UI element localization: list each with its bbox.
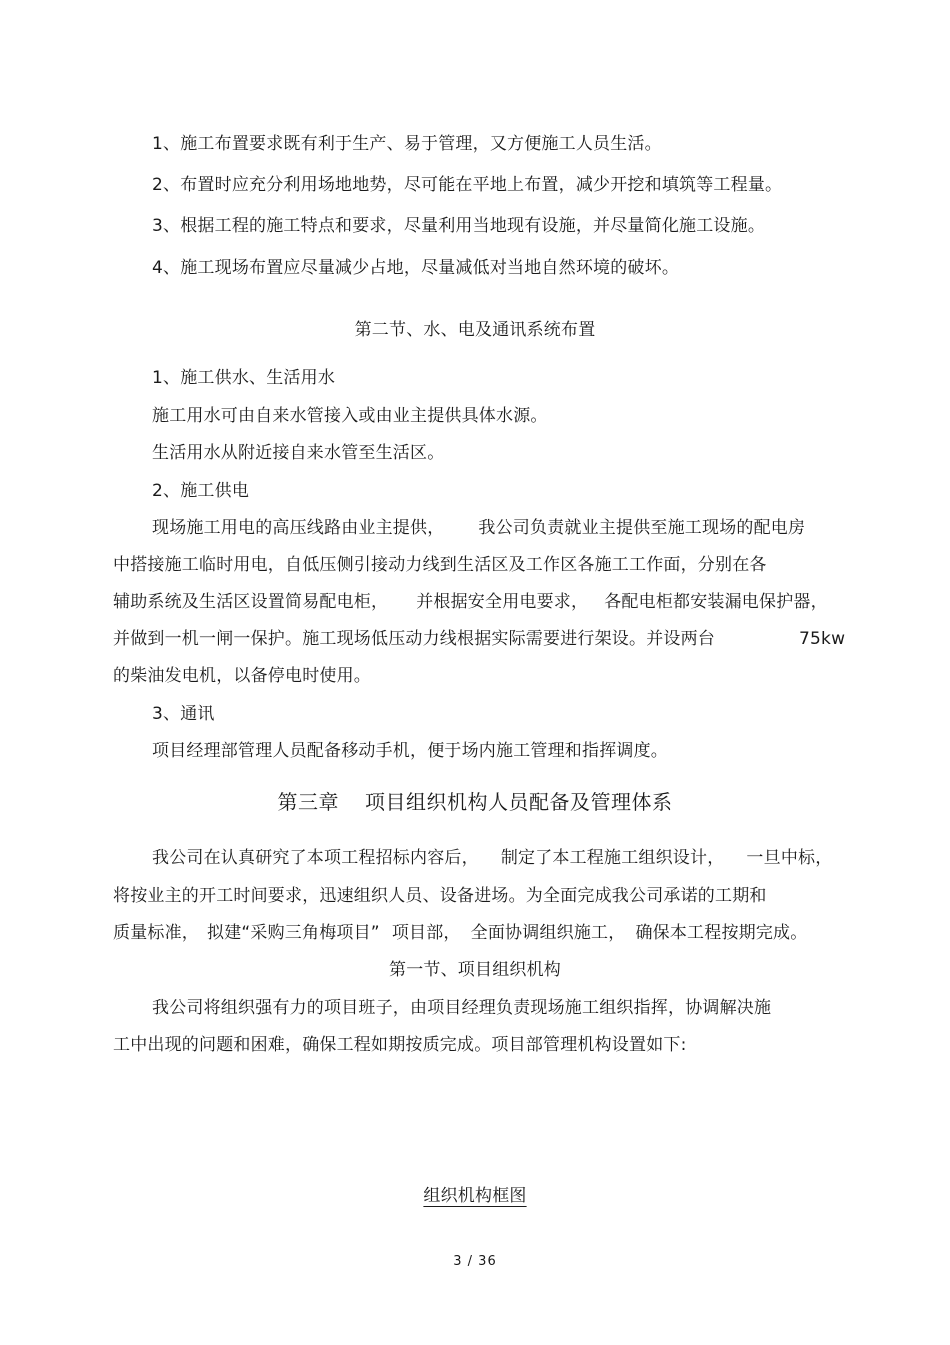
principle-item: 3、根据工程的施工特点和要求，尽量利用当地现有设施，并尽量简化施工设施。	[152, 216, 766, 236]
text-run: 现场施工用电的高压线路由业主提供，	[152, 518, 445, 538]
chapter-title	[0, 788, 950, 816]
paragraph-line	[113, 921, 807, 945]
principle-item: 2、布置时应充分利用场地地势，尽可能在平地上布置，减少开挖和填筑等工程量。	[152, 175, 783, 195]
text-run: 我公司负责就业主提供至施工现场的配电房	[478, 518, 806, 538]
section-title: 第二节、水、电及通讯系统布置	[354, 320, 596, 340]
paragraph-line	[113, 590, 828, 614]
figure-caption-text: 组织机构框图	[423, 1186, 527, 1206]
section-title: 第一节、项目组织机构	[389, 960, 561, 980]
paragraph-line: 施工用水可由自来水管接入或由业主提供具体水源。	[152, 406, 548, 426]
paragraph-line: 项目经理部管理人员配备移动手机，便于场内施工管理和指挥调度。	[152, 741, 668, 761]
text-run: 我公司在认真研究了本项工程招标内容后，	[152, 848, 479, 868]
paragraph-line	[113, 664, 371, 688]
paragraph-line	[113, 884, 767, 908]
paragraph-line: 生活用水从附近接自来水管至生活区。	[152, 443, 445, 463]
text-run: 各配电柜都安装漏电保护器，	[604, 592, 828, 612]
text-run: 项目部，	[391, 923, 461, 943]
paragraph-line	[152, 846, 832, 870]
text-run: 拟建“采购三角梅项目”	[207, 923, 380, 943]
subsection-heading: 3、通讯	[152, 704, 215, 724]
paragraph-line: 工中出现的问题和困难，确保工程如期按质完成。项目部管理机构设置如下:	[113, 1035, 687, 1055]
subsection-heading: 2、施工供电	[152, 481, 250, 501]
figure-caption	[0, 1184, 950, 1208]
text-run: 质量标准，	[113, 923, 199, 943]
text-run: 中搭接施工临时用电，自低压侧引接动力线到生活区及工作区各施工工作面，分别在各	[113, 555, 767, 575]
text-run: 全面协调组织施工，	[470, 923, 626, 943]
text-run: 确保本工程按期完成。	[635, 923, 808, 943]
text-run: 的柴油发电机，以备停电时使用。	[113, 666, 371, 686]
paragraph-line	[152, 516, 805, 540]
text-run: 辅助系统及生活区设置简易配电柜，	[113, 592, 389, 612]
paragraph-line	[113, 553, 767, 577]
paragraph-line	[113, 627, 715, 651]
chapter-name: 项目组织机构人员配备及管理体系	[365, 790, 673, 814]
text-run: 并根据安全用电要求，	[416, 592, 589, 612]
subsection-heading: 1、施工供水、生活用水	[152, 368, 336, 388]
text-run: 75kw	[799, 629, 846, 649]
text-run: 制定了本工程施工组织设计，	[500, 848, 725, 868]
chapter-label: 第三章	[277, 790, 339, 814]
principle-item: 1、施工布置要求既有利于生产、易于管理，又方便施工人员生活。	[152, 134, 662, 154]
page-number: 3 / 36	[453, 1254, 497, 1269]
text-run: 将按业主的开工时间要求，迅速组织人员、设备进场。为全面完成我公司承诺的工期和	[113, 886, 767, 906]
text-run: 并做到一机一闸一保护。施工现场低压动力线根据实际需要进行架设。并设两台	[113, 629, 715, 649]
paragraph-line: 我公司将组织强有力的项目班子，由项目经理负责现场施工组织指挥，协调解决施	[152, 998, 772, 1018]
principle-item: 4、施工现场布置应尽量减少占地，尽量减低对当地自然环境的破坏。	[152, 258, 680, 278]
text-run: 一旦中标，	[746, 848, 833, 868]
